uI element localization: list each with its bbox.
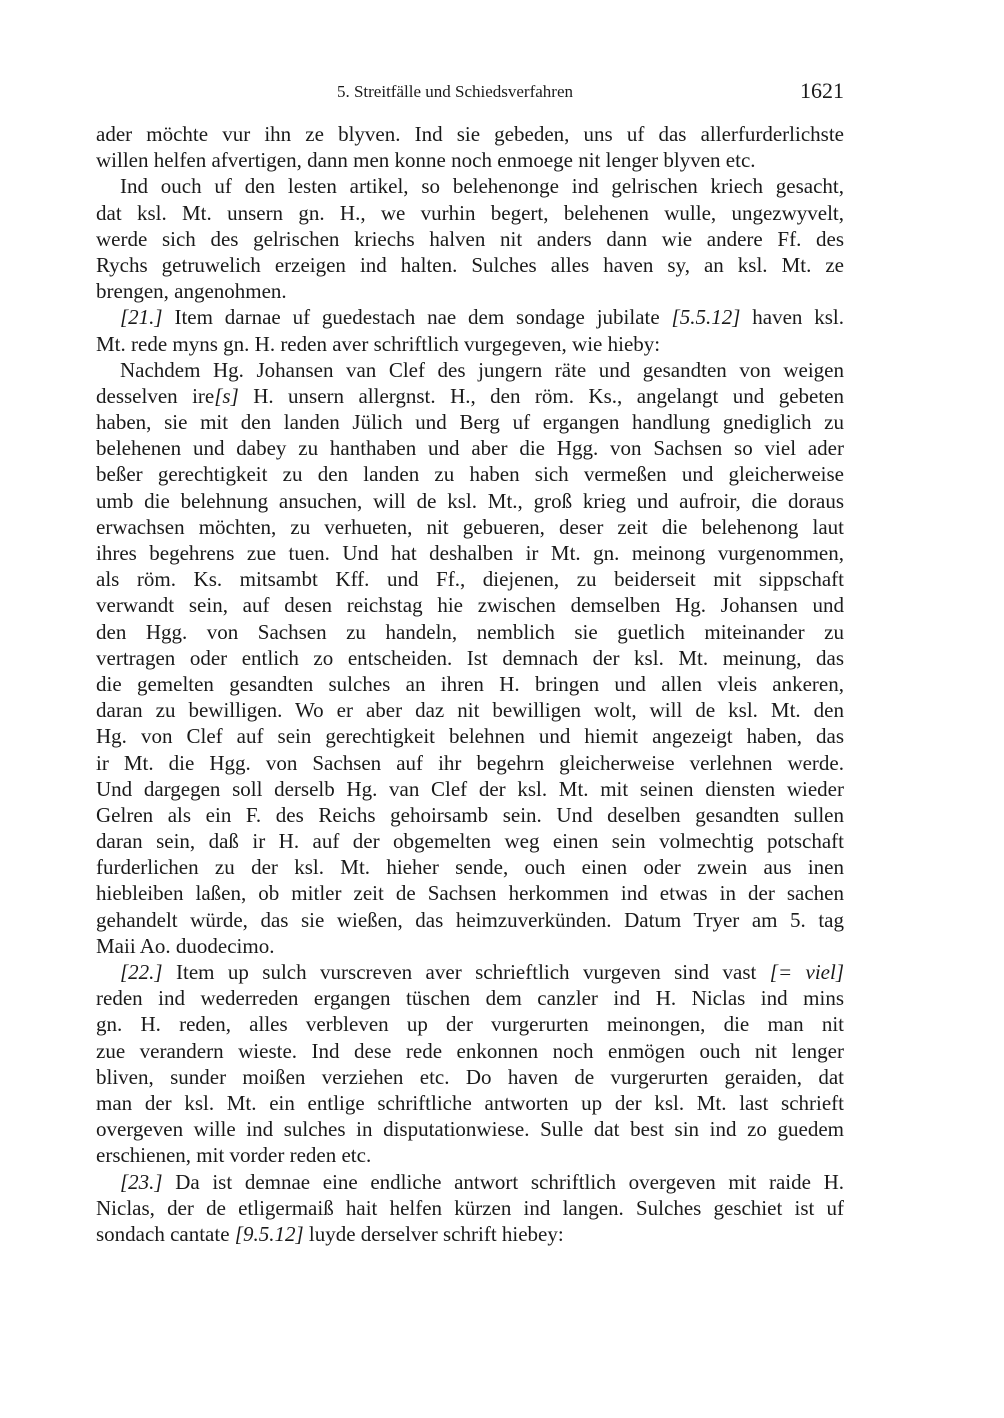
text-segment: H. unsern allergnst. H., den röm. Ks., angelangt und gebeten xyxy=(238,383,844,408)
text-segment: Da ist demnae eine endliche antwort schriftlich overgeven mit raide H. xyxy=(162,1169,844,1194)
paragraph xyxy=(96,357,844,959)
paragraph xyxy=(96,173,844,304)
text-line: bliven, sunder moißen verziehen etc. Do haven de vurgerurten geraiden, dat xyxy=(96,1064,844,1089)
editorial-annotation: [5.5.12] xyxy=(671,305,741,330)
text-line: Hg. von Clef auf sein gerechtigkeit belehnen und hiemit angezeigt haben, das xyxy=(96,724,844,749)
text-line: belehenen und dabey zu hanthaben und aber die Hgg. von Sachsen so viel ader xyxy=(96,436,844,461)
running-head xyxy=(96,80,844,106)
text-line: hiebleiben laßen, ob mitler zeit de Sachsen herkommen ind etwas in der sachen xyxy=(96,881,844,906)
text-segment: luyde derselver schrift hiebey: xyxy=(303,1221,564,1246)
text-line: umb die belehnung ansuchen, will de ksl. Mt., groß krieg und aufroir, die doraus xyxy=(96,488,844,513)
text-line: daran sein, daß ir H. auf der obgemelten weg einen sein volmechtig potschaft xyxy=(96,829,844,854)
text-segment: haven ksl. xyxy=(740,305,844,330)
text-line: overgeven wille ind sulches in disputationwiese. Sulle dat best sin ind zo guedem xyxy=(96,1117,844,1142)
text-line: vertragen oder entlich zo entscheiden. Ist demnach der ksl. Mt. meinung, das xyxy=(96,645,844,670)
running-title: 5. Streitfälle und Schiedsverfahren xyxy=(336,82,574,101)
text-line xyxy=(96,383,844,409)
text-line: haben, sie mit den landen Jülich und Berg uf ergangen handlung gnediglich zu xyxy=(96,410,844,435)
text-line: man der ksl. Mt. ein entlige schriftliche antworten up der ksl. Mt. last schrieft xyxy=(96,1090,844,1115)
text-line: verwandt sein, auf desen reichstag hie zwischen demselben Hg. Johansen und xyxy=(96,593,844,618)
editorial-annotation: [= viel] xyxy=(769,960,844,984)
text-line xyxy=(96,1169,844,1195)
text-line: als röm. Ks. mitsambt Kff. und Ff., diejenen, zu beiderseit mit sippschaft xyxy=(96,567,844,592)
text-line: werde sich des gelrischen kriechs halven nit anders dann wie andere Ff. des xyxy=(96,226,844,251)
text-segment: desselven ire xyxy=(96,383,215,408)
text-line: Nachdem Hg. Johansen van Clef des jungern räte und gesandten von weigen xyxy=(120,357,844,382)
editorial-annotation: [23.] xyxy=(120,1169,163,1194)
text-line: den Hgg. von Sachsen zu handeln, nemblich sie guetlich miteinander zu xyxy=(96,619,844,644)
paragraph xyxy=(96,121,844,173)
text-line: zue verandern wieste. Ind dese rede enkonnen noch enmögen ouch nit lenger xyxy=(96,1038,844,1063)
editorial-annotation: [s] xyxy=(214,383,239,408)
text-line: Rychs getruwelich erzeigen ind halten. Sulches alles haven sy, an ksl. Mt. ze xyxy=(96,252,844,277)
text-line xyxy=(96,1221,844,1247)
text-line: die gemelten gesandten sulches an ihren H. bringen und allen vleis ankeren, xyxy=(96,671,844,696)
text-line: ader möchte vur ihn ze blyven. Ind sie gebeden, uns uf das allerfurderlichste xyxy=(96,122,844,146)
paragraph xyxy=(96,959,844,1169)
text-line: erwachsen möchten, zu verhueten, nit gebueren, deser zeit die belehenong laut xyxy=(96,514,844,539)
editorial-annotation: [21.] xyxy=(120,305,163,330)
text-line: Niclas, der de etligermaiß hait helfen kürzen ind langen. Sulches geschiet ist uf xyxy=(96,1195,844,1220)
text-segment: Item darnae uf guedestach nae dem sondage jubilate xyxy=(162,305,672,330)
text-line: Und dargegen soll derselb Hg. van Clef der ksl. Mt. mit seinen diensten wieder xyxy=(96,776,844,801)
paragraph xyxy=(96,304,844,356)
body-text xyxy=(96,121,844,1247)
text-line: Mt. rede myns gn. H. reden aver schriftlich vurgegeven, wie hieby: xyxy=(96,331,661,356)
text-line xyxy=(96,959,844,985)
text-line: willen helfen afvertigen, dann men konne noch enmoege nit lenger blyven etc. xyxy=(96,148,756,173)
text-line: beßer gerechtigkeit zu den landen zu haben sich vermeßen und gleicherweise xyxy=(96,462,844,487)
text-line: Maii Ao. duodecimo. xyxy=(96,933,275,958)
page-number: 1621 xyxy=(800,78,844,103)
text-line: gehandelt würde, das sie wießen, das heimzuverkünden. Datum Tryer am 5. tag xyxy=(96,907,844,932)
editorial-annotation: [22.] xyxy=(120,960,163,984)
text-line: erschienen, mit vorder reden etc. xyxy=(96,1143,372,1168)
text-line: Gelren als ein F. des Reichs gehoirsamb sein. Und deselben gesandten sullen xyxy=(96,802,844,827)
text-line: dat ksl. Mt. unsern gn. H., we vurhin begert, belehenen wulle, ungezwyvelt, xyxy=(96,200,844,225)
text-line: brengen, angenohmen. xyxy=(96,279,287,304)
text-segment: sondach cantate xyxy=(96,1221,235,1246)
text-line: gn. H. reden, alles verbleven up der vurgerurten meinongen, die man nit xyxy=(96,1012,844,1037)
text-line: reden ind wederreden ergangen tüschen dem canzler ind H. Niclas ind mins xyxy=(96,986,844,1011)
text-line: ihres begehrens zue tuen. Und hat deshalben ir Mt. gn. meinong vurgenommen, xyxy=(96,541,844,565)
paragraph xyxy=(96,1169,844,1248)
text-line: Ind ouch uf den lesten artikel, so belehenonge ind gelrischen kriech gesacht, xyxy=(120,174,844,199)
text-line: furderlichen zu der ksl. Mt. hieher sende, ouch einen oder zwein aus inen xyxy=(96,855,844,880)
text-line xyxy=(96,304,844,330)
text-line: daran zu bewilligen. Wo er aber daz nit bewilligen wolt, will de ksl. Mt. den xyxy=(96,698,844,723)
text-line: ir Mt. die Hgg. von Sachsen auf ihr begehrn gleicherweise verlehnen werde. xyxy=(96,750,844,775)
editorial-annotation: [9.5.12] xyxy=(234,1221,304,1246)
text-segment: Item up sulch vurscreven aver schrieftlich vurgeven sind vast xyxy=(162,960,770,984)
